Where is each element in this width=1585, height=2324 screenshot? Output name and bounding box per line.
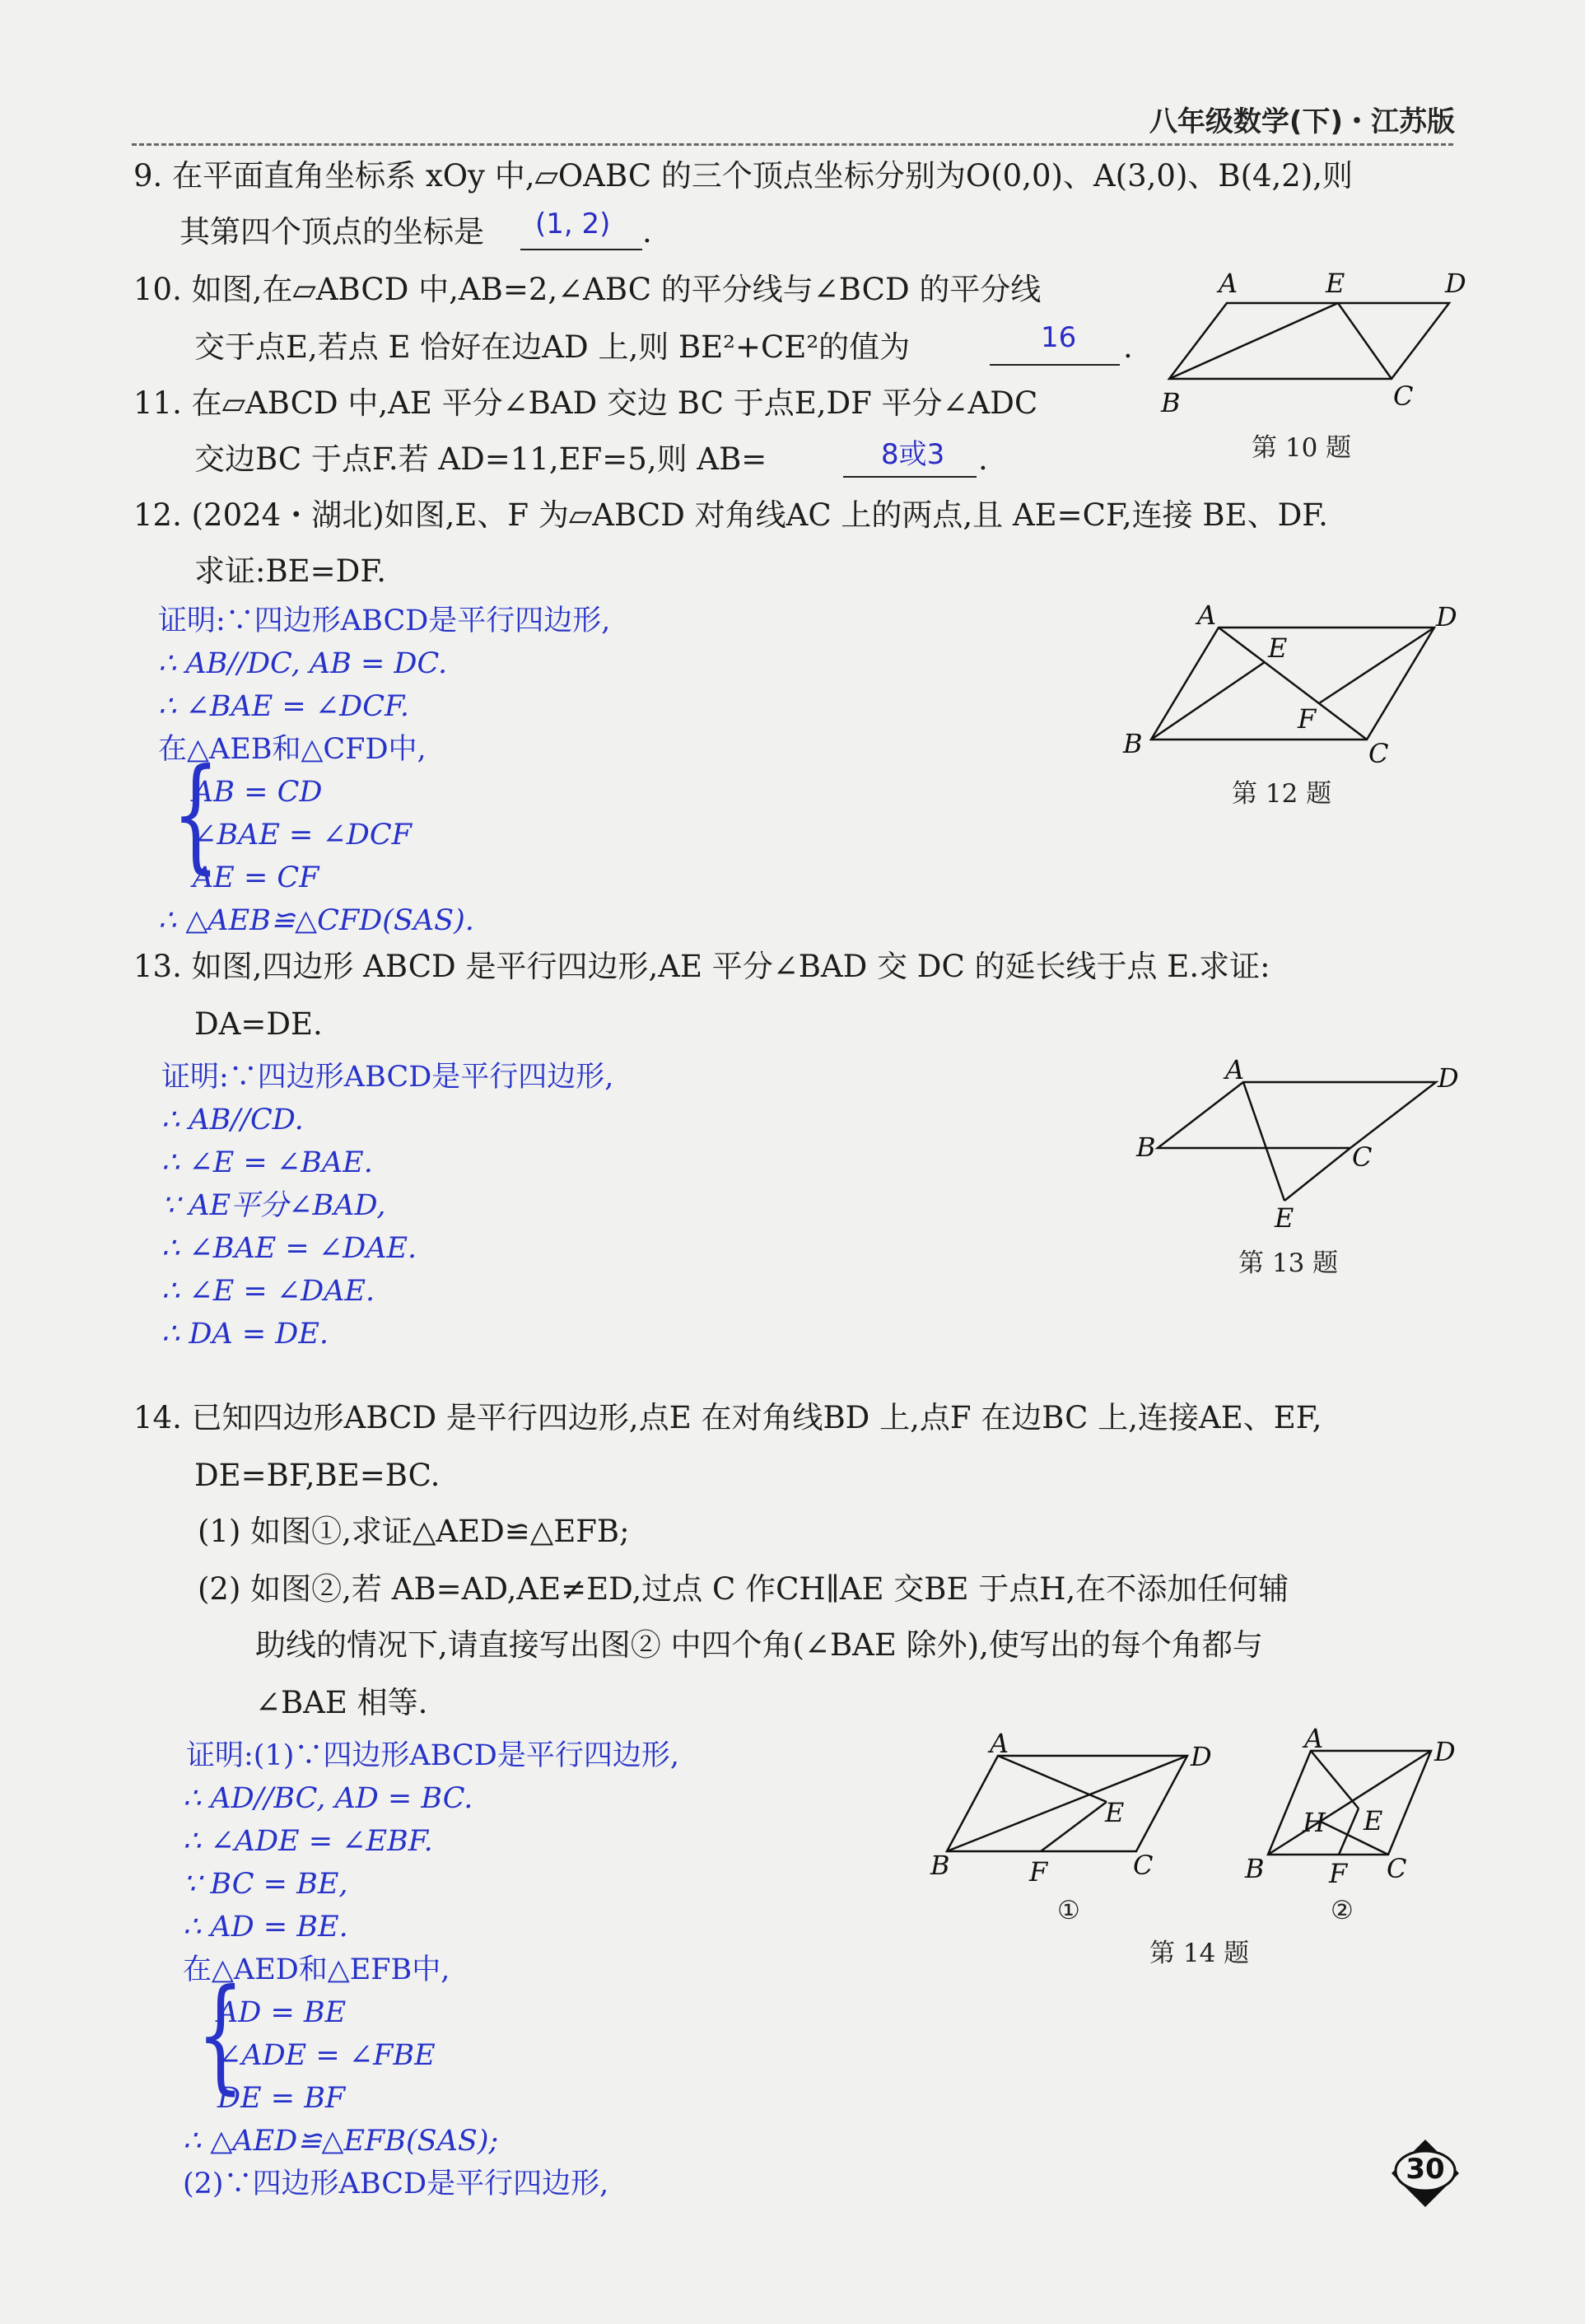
q13-proof-1: 证明:∵四边形ABCD是平行四边形, — [161, 1061, 614, 1094]
q14-line2: DE=BF,BE=BC. — [194, 1458, 441, 1493]
q13-label-c: C — [1352, 1141, 1373, 1173]
q14f2-label-h: H — [1303, 1807, 1326, 1838]
q14-sub2-line2: 助线的情况下,请直接写出图② 中四个角(∠BAE 除外),使写出的每个角都与 — [255, 1627, 1263, 1663]
q14f2-label-a: A — [1304, 1723, 1324, 1754]
q14f1-label-d: D — [1191, 1741, 1212, 1772]
q12-sys-3: AE = CF — [193, 861, 319, 894]
q14-sys-3: DE = BF — [217, 2082, 346, 2115]
q13-label-b: B — [1136, 1132, 1156, 1163]
q12-sys-1: AB = CD — [193, 776, 323, 809]
q14f1-label-e: E — [1105, 1797, 1125, 1828]
q14f1-label-a: A — [990, 1728, 1009, 1759]
q14-part2: (2)∵四边形ABCD是平行四边形, — [183, 2168, 609, 2200]
q14-caption: 第 14 题 — [1149, 1939, 1250, 1968]
page-number: 30 — [1406, 2153, 1445, 2186]
q12-proof-4: 在△AEB和△CFD中, — [158, 733, 427, 766]
q14-sys-1: AD = BE — [217, 1996, 347, 2029]
q10-label-e: E — [1326, 268, 1345, 299]
q13-label-d: D — [1438, 1062, 1459, 1094]
figure-q14-2 — [1224, 1723, 1487, 1934]
q14-proof-3: ∴ ∠ADE = ∠EBF. — [183, 1825, 433, 1858]
q13-proof-2: ∴ AB//CD. — [161, 1104, 304, 1136]
q14-sub2-line1: (2) 如图②,若 AB=AD,AE≠ED,过点 C 作CH∥AE 交BE 于点H,在不添加任何辅 — [198, 1571, 1289, 1607]
q14-sys-2: ∠ADE = ∠FBE — [217, 2039, 436, 2072]
q14-line1: 14. 已知四边形ABCD 是平行四边形,点E 在对角线BD 上,点F 在边BC 上,连接AE、EF, — [133, 1400, 1322, 1435]
q14-proof-1: 证明:(1)∵四边形ABCD是平行四边形, — [186, 1739, 679, 1772]
q14-proof-6: 在△AED和△EFB中, — [183, 1953, 450, 1986]
q14f2-label-d: D — [1434, 1736, 1456, 1767]
q10-label-d: D — [1445, 268, 1466, 299]
q10-line2: 交于点E,若点 E 恰好在边AD 上,则 BE²+CE²的值为 — [194, 329, 911, 365]
q14f2-label-c: C — [1387, 1853, 1407, 1884]
figure-q12 — [1112, 601, 1466, 769]
q12-proof-2: ∴ AB//DC, AB = DC. — [158, 647, 448, 680]
q9-line2: 其第四个顶点的坐标是 — [179, 214, 484, 250]
q10-label-c: C — [1393, 380, 1414, 412]
q14f2-label-f: F — [1329, 1858, 1348, 1889]
q12-conclusion: ∴ △AEB≌△CFD(SAS). — [158, 904, 474, 937]
q10-blank — [990, 362, 1120, 366]
q10-label-b: B — [1161, 387, 1181, 418]
q12-proof-1: 证明:∵四边形ABCD是平行四边形, — [158, 604, 611, 637]
running-header: 八年级数学(下)・江苏版 — [1149, 105, 1455, 138]
q14-proof-2: ∴ AD//BC, AD = BC. — [183, 1782, 473, 1815]
q14-proof-5: ∴ AD = BE. — [183, 1911, 348, 1944]
q13-proof-4: ∵ AE平分∠BAD, — [161, 1189, 386, 1222]
q13-line1: 13. 如图,四边形 ABCD 是平行四边形,AE 平分∠BAD 交 DC 的延长线于点 E.求证: — [133, 949, 1270, 984]
q14f1-label-b: B — [930, 1850, 950, 1881]
q14f2-label-e: E — [1364, 1805, 1383, 1836]
q14-sub1: (1) 如图①,求证△AED≌△EFB; — [198, 1514, 630, 1549]
q10-label-a: A — [1219, 268, 1238, 299]
q14-sub2-line3: ∠BAE 相等. — [255, 1685, 428, 1720]
q12-brace: { — [172, 743, 220, 886]
q14-fig1-label: ① — [1057, 1896, 1080, 1925]
q14-brace: { — [197, 1963, 245, 2107]
q9-blank — [520, 247, 642, 250]
q12-proof-3: ∴ ∠BAE = ∠DCF. — [158, 690, 409, 723]
q9-end: . — [642, 214, 652, 250]
q14f1-label-c: C — [1133, 1850, 1154, 1881]
q12-label-f: F — [1298, 703, 1317, 735]
q9-line1: 9. 在平面直角坐标系 xOy 中,▱OABC 的三个顶点坐标分别为O(0,0)、A(3,0)、B(4,2),则 — [133, 158, 1354, 194]
q13-label-e: E — [1275, 1202, 1294, 1234]
q10-caption: 第 10 题 — [1252, 433, 1352, 463]
q14-conclusion: ∴ △AED≌△EFB(SAS); — [183, 2125, 499, 2158]
q10-answer: 16 — [1041, 321, 1077, 354]
q13-proof-7: ∴ DA = DE. — [161, 1318, 329, 1351]
q12-line1: 12. (2024・湖北)如图,E、F 为▱ABCD 对角线AC 上的两点,且 AE=CF,连接 BE、DF. — [133, 497, 1328, 533]
q12-label-a: A — [1197, 600, 1217, 631]
q12-label-e: E — [1268, 632, 1288, 664]
q12-label-b: B — [1123, 728, 1143, 759]
q13-caption: 第 13 题 — [1238, 1248, 1339, 1278]
q11-blank — [843, 474, 977, 478]
q12-line2: 求证:BE=DF. — [194, 553, 387, 589]
q13-label-a: A — [1225, 1054, 1245, 1085]
q9-answer: (1, 2) — [535, 208, 611, 240]
q14f2-label-b: B — [1245, 1853, 1265, 1884]
q13-proof-5: ∴ ∠BAE = ∠DAE. — [161, 1232, 417, 1265]
q14-fig2-label: ② — [1331, 1896, 1354, 1925]
q11-answer: 8或3 — [881, 438, 945, 471]
q13-proof-3: ∴ ∠E = ∠BAE. — [161, 1146, 373, 1179]
q12-caption: 第 12 题 — [1232, 779, 1332, 809]
figure-q13 — [1128, 1054, 1474, 1255]
q10-line1: 10. 如图,在▱ABCD 中,AB=2,∠ABC 的平分线与∠BCD 的平分线 — [133, 272, 1042, 307]
page-number-badge — [1390, 2138, 1461, 2209]
q13-line2: DA=DE. — [194, 1006, 323, 1042]
q12-sys-2: ∠BAE = ∠DCF — [193, 819, 412, 852]
figure-q10 — [1161, 264, 1474, 423]
q11-line1: 11. 在▱ABCD 中,AE 平分∠BAD 交边 BC 于点E,DF 平分∠ADC — [133, 385, 1038, 421]
q12-label-c: C — [1368, 738, 1389, 769]
q13-proof-6: ∴ ∠E = ∠DAE. — [161, 1275, 375, 1308]
q14f1-label-f: F — [1029, 1856, 1048, 1888]
q11-end: . — [978, 441, 988, 477]
q14-proof-4: ∵ BC = BE, — [183, 1868, 348, 1901]
q12-label-d: D — [1436, 601, 1457, 632]
header-divider — [132, 143, 1453, 146]
q11-line2: 交边BC 于点F.若 AD=11,EF=5,则 AB= — [194, 441, 767, 477]
q10-end: . — [1123, 329, 1133, 365]
